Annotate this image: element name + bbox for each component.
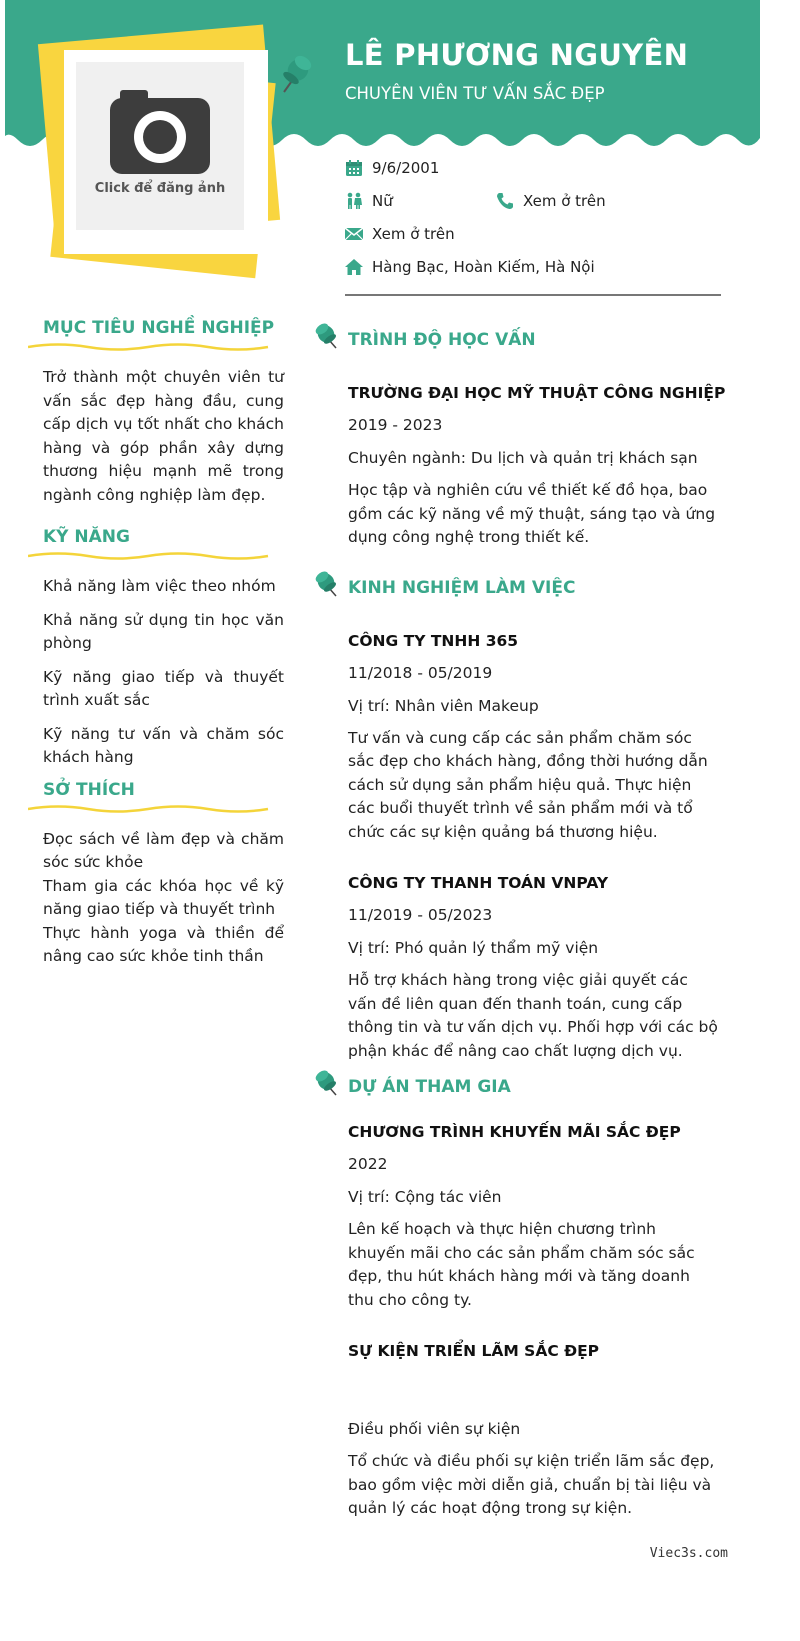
full-name: LÊ PHƯƠNG NGUYÊN	[345, 38, 689, 72]
pushpin-icon	[314, 570, 342, 600]
objective-text: Trở thành một chuyên viên tư vấn sắc đẹp hàng đầu, cung cấp dịch vụ tốt nhất cho khách hàng và góp phần xây dựng thương hiệu mạnh mẽ trong ngành công nghiệp làm đẹp.	[43, 368, 284, 504]
email-value: Xem ở trên	[372, 225, 455, 243]
footer-brand: Viec3s.com	[649, 1546, 728, 1561]
hobbies-heading: SỞ THÍCH	[43, 779, 135, 800]
experience-entry	[348, 632, 718, 845]
project-name: CHƯƠNG TRÌNH KHUYẾN MÃI SẮC ĐẸP	[348, 1123, 681, 1141]
section-skills	[28, 527, 284, 770]
education-major: Chuyên ngành: Du lịch và quản trị khách sạn	[348, 449, 698, 467]
left-column	[28, 318, 284, 969]
skill-item: Khả năng làm việc theo nhóm	[43, 577, 276, 595]
experience-position: Vị trí: Phó quản lý thẩm mỹ viện	[348, 939, 599, 957]
photo-caption: Click để đăng ảnh	[94, 181, 226, 196]
hobby-item: Đọc sách về làm đẹp và chăm sóc sức khỏe	[43, 829, 284, 871]
company-name: CÔNG TY THANH TOÁN VNPAY	[348, 874, 609, 892]
home-icon	[344, 257, 364, 277]
project-entry	[348, 1342, 718, 1521]
skills-list	[43, 575, 284, 770]
section-hobbies	[28, 780, 284, 969]
gender-icon	[344, 191, 364, 211]
education-period: 2019 - 2023	[348, 416, 443, 434]
photo-frame	[64, 50, 268, 254]
education-heading: TRÌNH ĐỘ HỌC VẤN	[348, 330, 536, 350]
project-period: 2022	[348, 1155, 388, 1173]
project-description: Lên kế hoạch và thực hiện chương trình khuyến mãi cho các sản phẩm chăm sóc sắc đẹp, thu hút khách hàng mới và tăng doanh thu cho công ty.	[348, 1220, 695, 1309]
company-name: CÔNG TY TNHH 365	[348, 631, 519, 650]
email-icon	[344, 224, 364, 244]
photo-upload[interactable]	[76, 62, 244, 230]
projects-heading: DỰ ÁN THAM GIA	[348, 1077, 511, 1097]
heading-underline	[28, 551, 270, 561]
education-description: Học tập và nghiên cứu về thiết kế đồ họa, bao gồm các kỹ năng về mỹ thuật, sáng tạo và ứng dụng công nghệ trong thiết kế.	[348, 481, 716, 546]
info-gender	[344, 191, 393, 211]
info-email	[344, 224, 455, 244]
info-phone	[495, 191, 606, 211]
info-address	[344, 257, 595, 277]
experience-period: 11/2018 - 05/2019	[348, 663, 493, 682]
profile-photo-area	[40, 28, 280, 273]
right-column	[314, 320, 724, 1521]
project-description: Tổ chức và điều phối sự kiện triển lãm sắc đẹp, bao gồm việc mời diễn giả, chuẩn bị tài liệu và quản lý các hoạt động trong sự kiện.	[348, 1452, 715, 1517]
phone-icon	[495, 191, 515, 211]
camera-icon	[76, 62, 244, 230]
pushpin-icon	[314, 322, 342, 352]
section-education	[314, 320, 724, 550]
section-projects	[314, 1067, 724, 1521]
skill-item: Kỹ năng tư vấn và chăm sóc khách hàng	[43, 724, 284, 766]
skills-heading: KỸ NĂNG	[43, 527, 130, 547]
heading-underline	[28, 342, 270, 352]
objective-heading: MỤC TIÊU NGHỀ NGHIỆP	[43, 318, 275, 338]
project-name: SỰ KIỆN TRIỂN LÃM SẮC ĐẸP	[348, 1342, 600, 1360]
info-birthday	[344, 158, 439, 178]
experience-period: 11/2019 - 05/2023	[348, 906, 493, 924]
gender-value: Nữ	[372, 192, 393, 210]
education-entry	[348, 384, 726, 550]
skill-item: Khả năng sử dụng tin học văn phòng	[43, 610, 284, 652]
experience-heading: KINH NGHIỆM LÀM VIỆC	[348, 577, 576, 598]
project-position: Vị trí: Cộng tác viên	[348, 1188, 502, 1206]
info-divider	[345, 294, 721, 296]
project-period	[348, 1373, 718, 1393]
project-position: Điều phối viên sự kiện	[348, 1420, 521, 1438]
phone-value: Xem ở trên	[523, 192, 606, 210]
birthday-value: 9/6/2001	[372, 159, 440, 177]
pushpin-icon	[276, 52, 316, 96]
hobbies-list	[43, 828, 284, 969]
hobby-item: Thực hành yoga và thiền để nâng cao sức khỏe tinh thần	[43, 923, 284, 965]
heading-underline	[28, 804, 270, 814]
job-title: CHUYÊN VIÊN TƯ VẤN SẮC ĐẸP	[345, 84, 605, 103]
school-name: TRƯỜNG ĐẠI HỌC MỸ THUẬT CÔNG NGHIỆP	[348, 384, 726, 402]
address-value: Hàng Bạc, Hoàn Kiếm, Hà Nội	[372, 258, 595, 276]
experience-entry	[348, 874, 718, 1063]
experience-description: Hỗ trợ khách hàng trong việc giải quyết các vấn đề liên quan đến thanh toán, cung cấp thông tin và tư vấn dịch vụ. Phối hợp với các bộ phận khác để nâng cao chất lượng dịch vụ.	[348, 971, 718, 1060]
hobby-item: Tham gia các khóa học về kỹ năng giao tiếp và thuyết trình	[43, 876, 284, 918]
experience-position: Vị trí: Nhân viên Makeup	[348, 696, 539, 715]
pushpin-icon	[314, 1069, 342, 1099]
experience-description: Tư vấn và cung cấp các sản phẩm chăm sóc sắc đẹp cho khách hàng, đồng thời hướng dẫn cách sử dụng sản phẩm hiệu quả. Thực hiện các buổi thuyết trình về sản phẩm mới và tổ chức các sự kiện quảng bá thương hiệu.	[348, 728, 708, 841]
project-entry	[348, 1123, 718, 1312]
section-objective	[28, 318, 284, 507]
section-experience	[314, 568, 724, 1064]
skill-item: Kỹ năng giao tiếp và thuyết trình xuất sắc	[43, 667, 284, 709]
calendar-icon	[344, 158, 364, 178]
